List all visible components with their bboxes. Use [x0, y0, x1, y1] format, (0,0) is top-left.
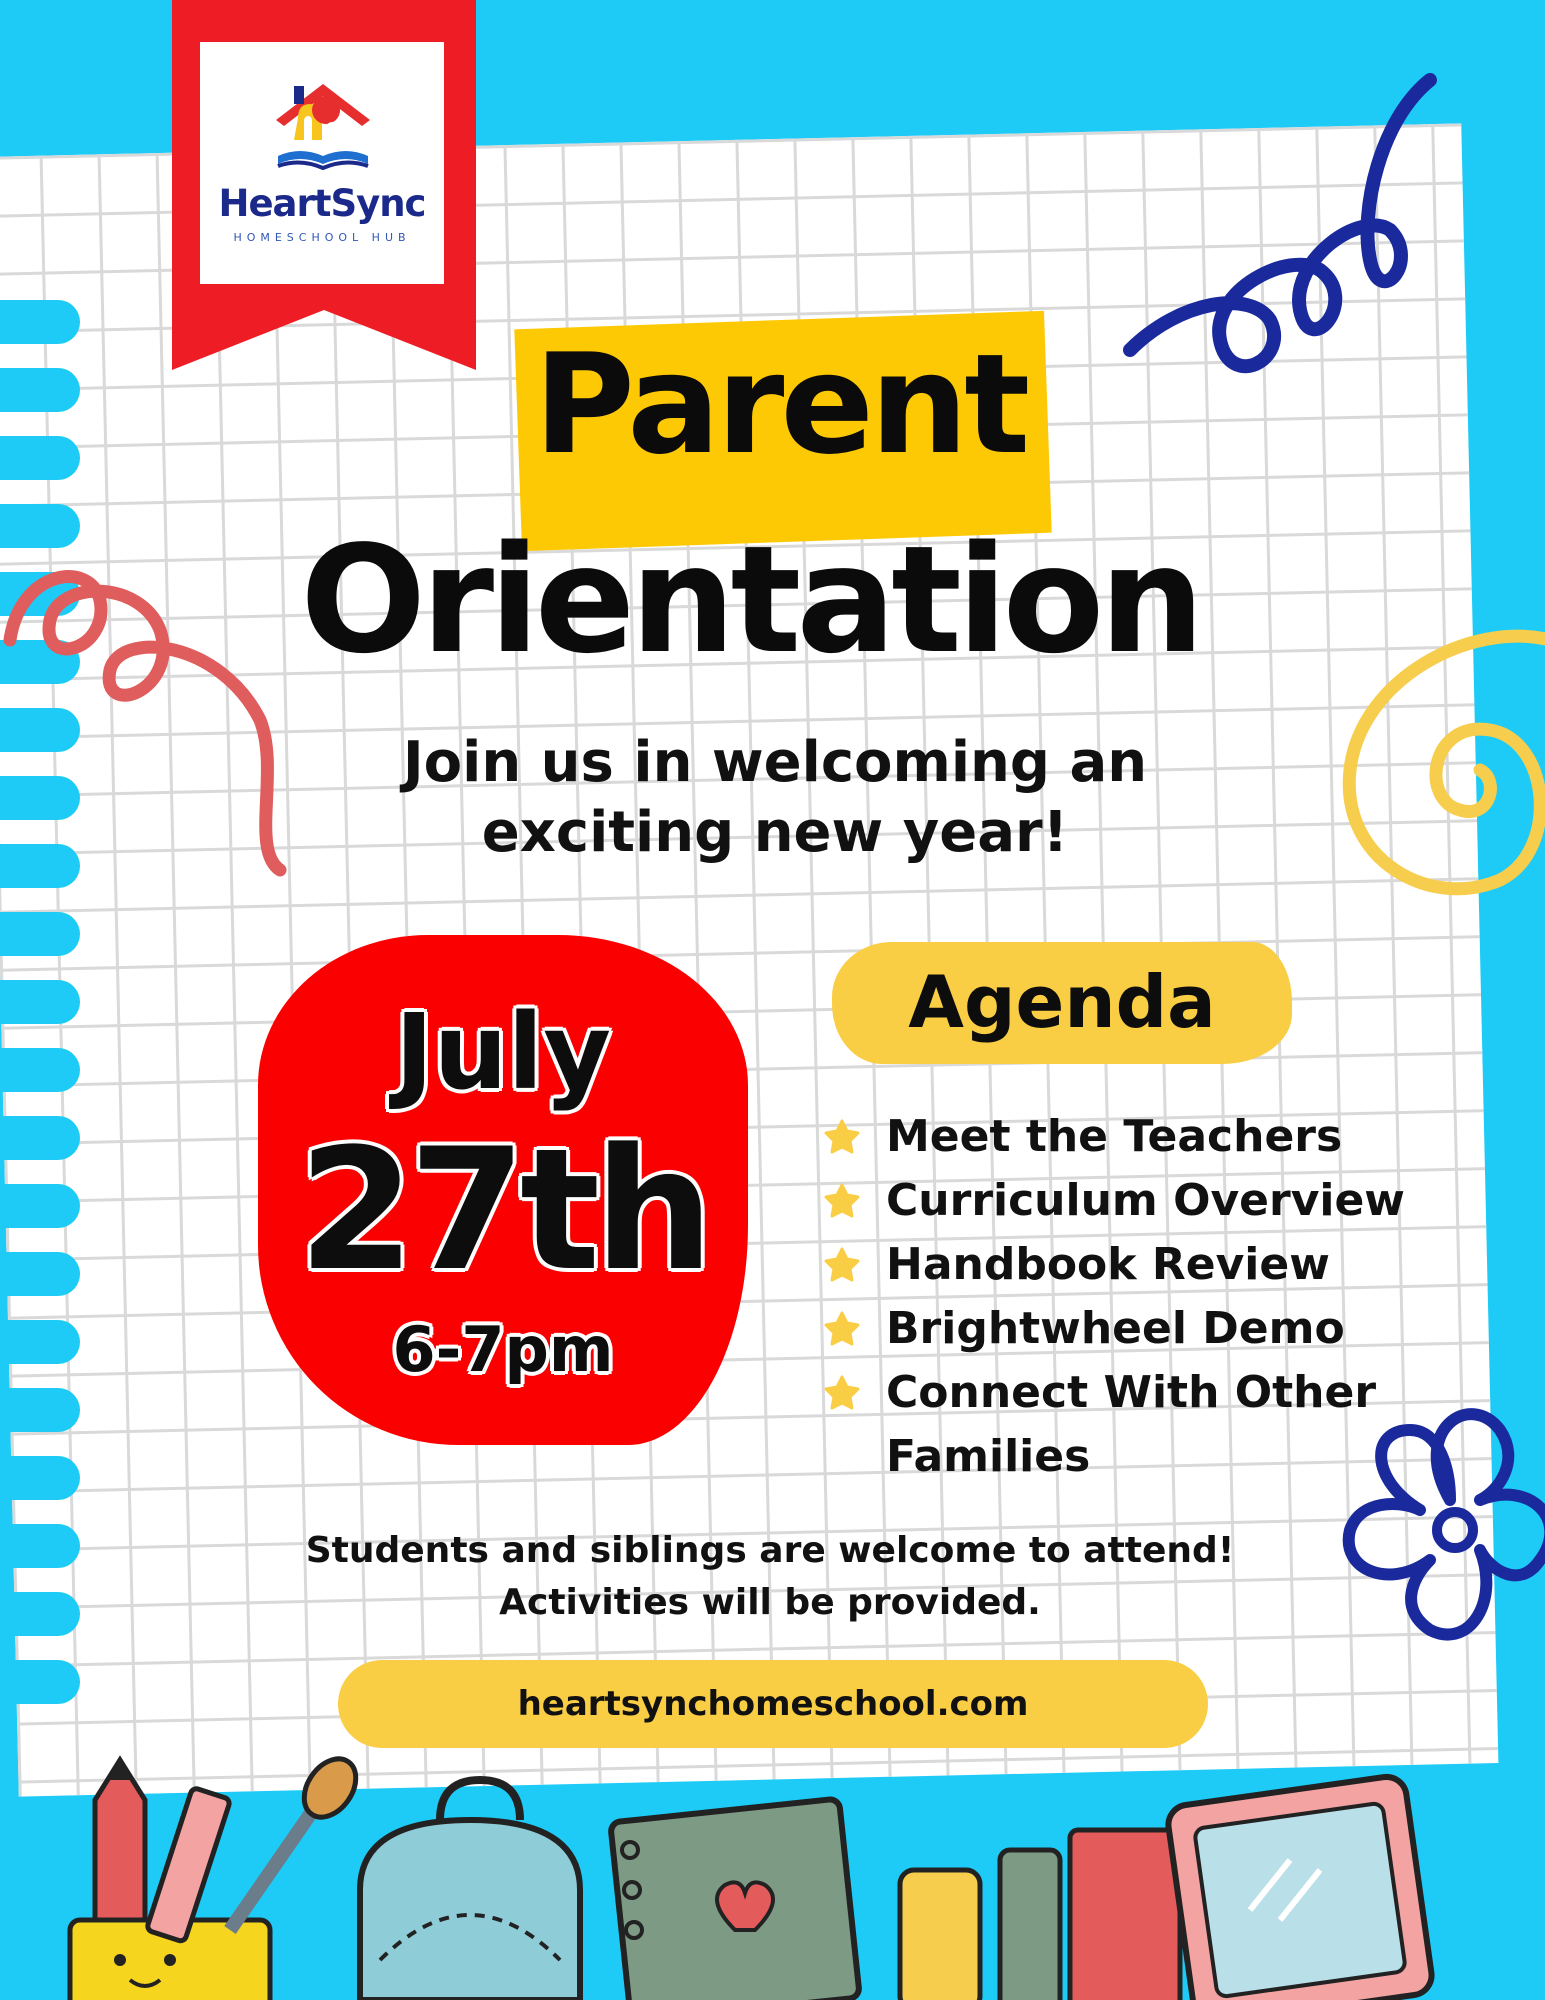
agenda-list — [820, 1105, 1460, 1489]
agenda-item-label: Brightwheel Demo — [886, 1303, 1345, 1354]
subtitle-line-1: Join us in welcoming an — [402, 730, 1148, 795]
agenda-item — [820, 1297, 1460, 1361]
coral-squiggle-icon — [0, 520, 300, 880]
star-bullet-icon — [824, 1119, 860, 1155]
website-link[interactable]: heartsynchomeschool.com — [517, 1684, 1029, 1724]
event-time: 6-7pm — [392, 1313, 614, 1386]
brand-subtitle: HOMESCHOOL HUB — [233, 231, 411, 244]
star-bullet-icon — [824, 1375, 860, 1411]
school-supplies-illustration — [0, 1760, 1545, 2000]
agenda-item — [820, 1233, 1460, 1297]
agenda-item — [820, 1169, 1460, 1233]
brand-name: HeartSync — [218, 182, 426, 225]
agenda-item-label: Connect With Other Families — [886, 1367, 1377, 1482]
yellow-spiral-icon — [1320, 620, 1545, 920]
agenda-item-label: Handbook Review — [886, 1239, 1330, 1290]
agenda-item-label: Meet the Teachers — [886, 1111, 1343, 1162]
subtitle — [300, 728, 1250, 868]
navy-squiggle-icon — [1120, 60, 1460, 400]
note-line-2: Activities will be provided. — [499, 1582, 1041, 1623]
event-day: 27th — [298, 1112, 708, 1308]
agenda-item-label: Curriculum Overview — [886, 1175, 1405, 1226]
attendance-note — [270, 1525, 1270, 1629]
subtitle-line-2: exciting new year! — [481, 800, 1069, 865]
house-book-logo-icon — [268, 78, 378, 178]
agenda-heading: Agenda — [908, 960, 1216, 1044]
star-bullet-icon — [824, 1311, 860, 1347]
note-line-1: Students and siblings are welcome to attend! — [305, 1530, 1235, 1571]
title-line-2: Orientation — [300, 514, 1200, 686]
star-bullet-icon — [824, 1183, 860, 1219]
event-month: July — [394, 991, 612, 1113]
agenda-item — [820, 1105, 1460, 1169]
agenda-item — [820, 1361, 1460, 1489]
star-bullet-icon — [824, 1247, 860, 1283]
title-line-1: Parent — [533, 324, 1027, 485]
